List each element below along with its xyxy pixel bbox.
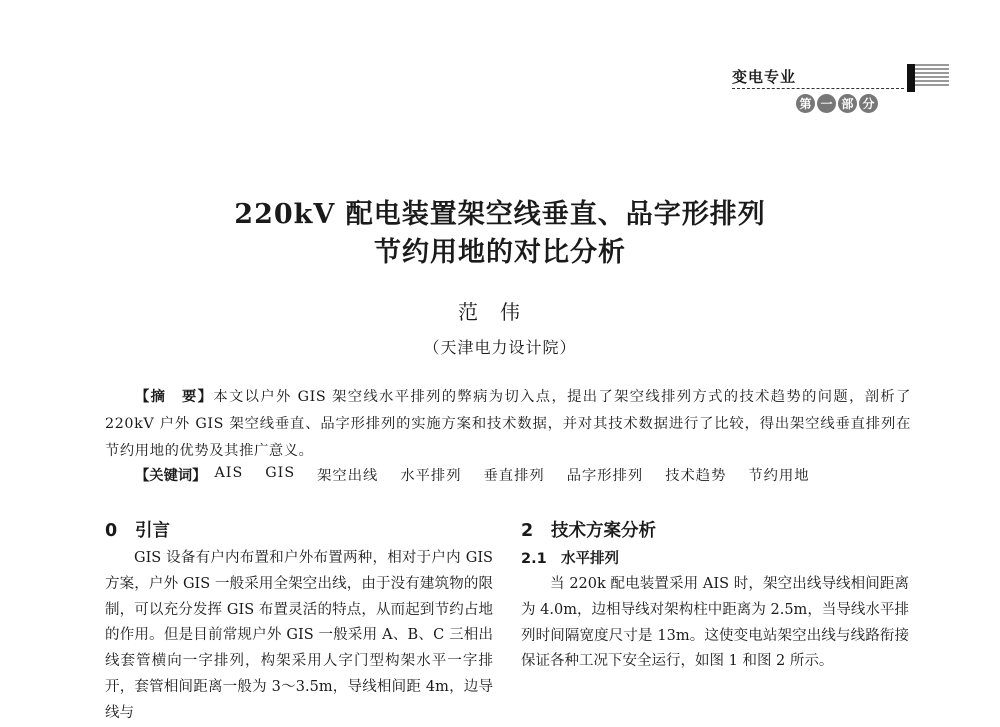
section-title: 技术方案分析 xyxy=(551,521,656,541)
keyword: 水平排列 xyxy=(400,468,462,484)
right-column xyxy=(521,516,909,675)
section-number: 2 xyxy=(521,521,534,541)
body-paragraph: GIS 设备有户内布置和户外布置两种，相对于户内 GIS 方案，户外 GIS 一般采用全架空出线，由于没有建筑物的限制，可以充分发挥 GIS 布置灵活的特点，从而起到节约占地的作用。但是目前常规户外 GIS 一般采用 A、B、C 三相出线套管横向一字排列，构架采用人字门型构架水平一字排开，套管相间距离一般为 3～3.5m，导线相间距 4m，边导线与 xyxy=(105,550,493,721)
abstract-label: 【摘 要】 xyxy=(135,389,214,405)
keyword: GIS xyxy=(265,465,296,481)
paper-title-line1: 220kV 配电装置架空线垂直、品字形排列 xyxy=(234,199,766,230)
left-column xyxy=(105,516,493,727)
section-heading xyxy=(521,516,909,546)
abstract-text: 本文以户外 GIS 架空线水平排列的弊病为切入点，提出了架空线排列方式的技术趋势的问题，剖析了 220kV 户外 GIS 架空线垂直、品字形排列的实施方案和技术数据，并对其技术数据进行了比较，得出架空线垂直排列在节约用地的优势及其推广意义。 xyxy=(105,389,911,459)
paper-title-line2: 节约用地的对比分析 xyxy=(374,237,626,268)
section-number: 0 xyxy=(105,521,118,541)
section-title: 引言 xyxy=(135,521,170,541)
header-stripe-mark xyxy=(915,64,949,88)
body-paragraph: 当 220k 配电装置采用 AIS 时，架空出线导线相间距离为 4.0m，边相导线对架构柱中距离为 2.5m，当导线水平排列时间隔宽度尺寸是 13m。这使变电站架空出线与线路衔接保证各种工况下安全运行，如图 1 和图 2 所示。 xyxy=(521,576,909,670)
keyword: 节约用地 xyxy=(748,468,810,484)
keyword: 架空出线 xyxy=(317,468,379,484)
section-heading xyxy=(105,516,493,546)
subsection-title: 水平排列 xyxy=(561,551,619,567)
subsection-heading xyxy=(521,546,909,572)
keywords xyxy=(135,465,832,485)
part-badge: 分 xyxy=(859,94,878,113)
keyword: 垂直排列 xyxy=(483,468,545,484)
author-name: 范伟 xyxy=(458,300,542,324)
part-badge: 部 xyxy=(838,94,857,113)
section-label: 变电专业 xyxy=(732,68,797,86)
keyword: 技术趋势 xyxy=(665,468,727,484)
keyword: AIS xyxy=(214,465,244,481)
subsection-number: 2.1 xyxy=(521,551,547,567)
keyword: 品字形排列 xyxy=(566,468,644,484)
part-badge-group xyxy=(796,94,878,113)
abstract xyxy=(105,384,911,465)
header-bar-mark xyxy=(907,64,915,92)
header-divider xyxy=(732,88,904,89)
author-affiliation: （天津电力设计院） xyxy=(423,338,577,357)
part-badge: 第 xyxy=(796,94,815,113)
keywords-label: 【关键词】 xyxy=(135,468,207,484)
part-badge: 一 xyxy=(817,94,836,113)
